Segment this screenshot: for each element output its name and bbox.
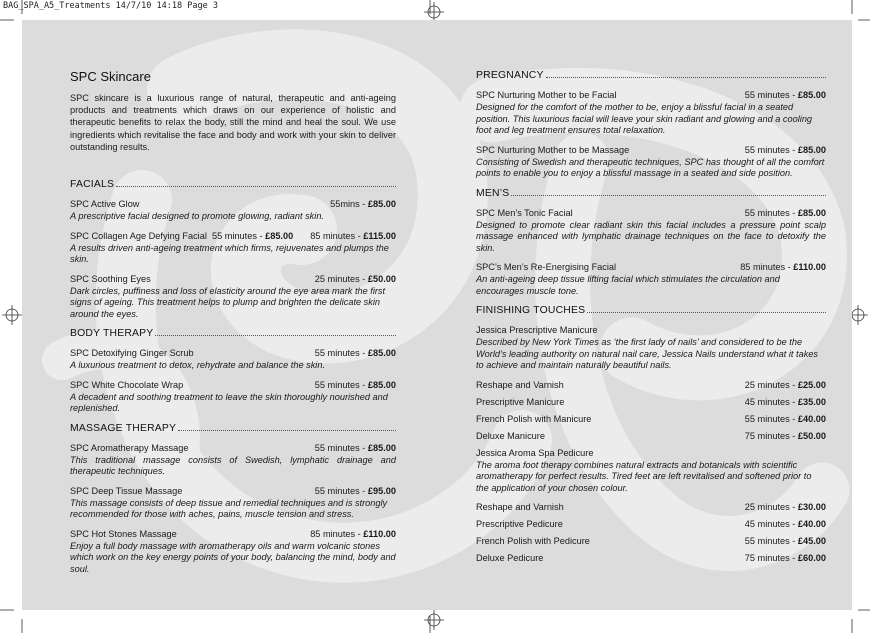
treatment-item <box>70 230 396 266</box>
treatment-name: SPC White Chocolate Wrap <box>70 379 184 390</box>
treatment-item <box>70 347 396 372</box>
treatment-item <box>70 485 396 521</box>
print-slug-line: BAG_SPA_A5_Treatments 14/7/10 14:18 Page 3 <box>3 1 218 11</box>
section-heading-body-therapy: BODY THERAPY <box>70 327 396 339</box>
treatment-name: SPC Aromatherapy Massage <box>70 442 189 453</box>
treatment-description: Consisting of Swedish and therapeutic techniques, SPC has thought of all the comfort points to enable you to enjoy a blissful massage in a seated and side position. <box>476 156 825 178</box>
price-row: Prescriptive Pedicure 45 minutes - £40.00 <box>476 519 826 529</box>
treatment-description: This massage consists of deep tissue and remedial techniques and is strongly recommended for those with aches, pains, muscle tension and stress. <box>70 497 388 520</box>
treatment-price: 25 minutes - £50.00 <box>314 273 396 284</box>
manicure-price-list <box>476 379 826 442</box>
treatment-name: Jessica Prescriptive Manicure <box>476 325 598 335</box>
price-row: French Polish with Pedicure 55 minutes - £45.00 <box>476 536 826 546</box>
treatment-name: SPC Active Glow <box>70 199 140 210</box>
treatment-price: 55 minutes - £85.00 <box>314 379 396 390</box>
treatment-item <box>476 324 826 372</box>
treatment-item <box>476 89 826 137</box>
pedicure-price-list <box>476 501 826 564</box>
treatment-description: Designed to promote clear radiant skin this facial includes a pressure point scalp massage enhanced with lymphatic drainage techniques on the face to detoxify the skin. <box>476 219 826 253</box>
treatment-item <box>476 144 826 180</box>
left-page <box>70 69 396 582</box>
right-page <box>476 69 826 569</box>
treatment-price: 55 minutes - £85.00 <box>744 144 826 155</box>
treatment-item <box>70 273 396 321</box>
treatment-description: An anti-ageing deep tissue lifting facial which stimulates the circulation and encourages muscle tone. <box>476 274 780 296</box>
intro-paragraph: SPC skincare is a luxurious range of natural, therapeutic and anti-ageing products and treatments which draws on our experience of holistic and therapeutic benefits to relax the body, still the mind and heal the soul. We use ingredients which revitalise the face and body and work with your skin to deliver outstanding results. <box>70 93 396 152</box>
treatment-description: This traditional massage consists of Swedish, lymphatic drainage and therapeutic techniques. <box>70 454 396 477</box>
treatment-price: 55 minutes - £85.00 <box>744 90 826 100</box>
treatment-item <box>70 379 396 415</box>
registration-mark-left <box>2 305 22 325</box>
treatment-name: SPC Nurturing Mother to be Massage <box>476 144 630 155</box>
treatment-name: SPC Collagen Age Defying Facial 55 minutes - £85.00 <box>70 230 294 241</box>
registration-mark-top <box>424 2 444 22</box>
treatment-name: SPC Nurturing Mother to be Facial <box>476 90 617 100</box>
treatment-price: 55 minutes - £85.00 <box>314 348 396 359</box>
price-row: Deluxe Pedicure 75 minutes - £60.00 <box>476 553 826 563</box>
section-heading-pregnancy: PREGNANCY <box>476 69 826 81</box>
brochure-spread <box>22 20 852 610</box>
treatment-description: Dark circles, puffiness and loss of elasticity around the eye area mark the first signs of ageing. This treatment helps to plump and brighten the delicate skin around the eyes. <box>70 285 386 319</box>
registration-mark-bottom <box>424 610 444 630</box>
section-heading-massage-therapy: MASSAGE THERAPY <box>70 422 396 434</box>
price-row: Reshape and Varnish 25 minutes - £25.00 <box>476 379 826 390</box>
treatment-price: 55 minutes - £85.00 <box>744 207 826 218</box>
treatment-description: A prescriptive facial designed to promote glowing, radiant skin. <box>70 211 324 222</box>
treatment-name: Jessica Aroma Spa Pedicure <box>476 447 594 458</box>
treatment-description: A decadent and soothing treatment to leave the skin thoroughly nourished and replenished. <box>70 391 388 414</box>
treatment-price: 85 minutes - £110.00 <box>310 528 396 539</box>
treatment-description: Designed for the comfort of the mother to be, enjoy a blissful facial in a seated position. This luxurious facial will leave your skin radiant and glowing and a cooling foot and leg treatment ensures total relaxation. <box>476 102 813 135</box>
treatment-name: SPC Soothing Eyes <box>70 273 151 284</box>
section-heading-mens: MEN’S <box>476 187 826 199</box>
treatment-price: 55 minutes - £95.00 <box>314 485 396 496</box>
treatment-price: 55mins - £85.00 <box>330 199 396 210</box>
treatment-item <box>476 261 826 297</box>
price-row: Prescriptive Manicure 45 minutes - £35.00 <box>476 396 826 407</box>
treatment-name: SPC Deep Tissue Massage <box>70 485 183 496</box>
treatment-description: A luxurious treatment to detox, rehydrate and balance the skin. <box>70 360 326 371</box>
treatment-price: 55 minutes - £85.00 <box>314 442 396 453</box>
treatment-name: SPC Men’s Tonic Facial <box>476 207 573 218</box>
treatment-item <box>476 207 826 255</box>
treatment-description: Described by New York Times as ‘the first lady of nails’ and considered to be the World’s leading authority on natural nail care, Jessica Nails understand what it takes to achieve and maintain naturally beautiful nails. <box>476 337 818 370</box>
treatment-item <box>70 528 396 576</box>
treatment-name: SPC Hot Stones Massage <box>70 528 177 539</box>
treatment-price: 85 minutes - £110.00 <box>740 262 826 272</box>
treatment-description: The aroma foot therapy combines natural extracts and botanicals with scientific aromatherapy for perfect results. Tired feet are left revitalised and softened prior to the application of your chosen colour. <box>476 459 812 493</box>
section-heading-facials: FACIALS <box>70 178 396 190</box>
section-heading-finishing-touches: FINISHING TOUCHES <box>476 304 826 316</box>
treatment-item <box>70 198 396 223</box>
treatment-item <box>70 442 396 478</box>
price-row: French Polish with Manicure 55 minutes - £40.00 <box>476 413 826 424</box>
treatment-price: 85 minutes - £115.00 <box>310 230 396 241</box>
treatment-description: Enjoy a full body massage with aromatherapy oils and warm volcanic stones which work on the key energy points of your body, balancing the mind, body and soul. <box>70 540 396 574</box>
treatment-name: SPC’s Men’s Re-Energising Facial <box>476 262 617 272</box>
page-title: SPC Skincare <box>70 69 151 84</box>
price-row: Deluxe Manicure 75 minutes - £50.00 <box>476 430 826 441</box>
price-row: Reshape and Varnish 25 minutes - £30.00 <box>476 502 826 512</box>
treatment-name: SPC Detoxifying Ginger Scrub <box>70 348 194 359</box>
treatment-description: A results driven anti-ageing treatment which firms, rejuvenates and plumps the skin. <box>70 242 389 265</box>
treatment-item <box>476 447 826 495</box>
